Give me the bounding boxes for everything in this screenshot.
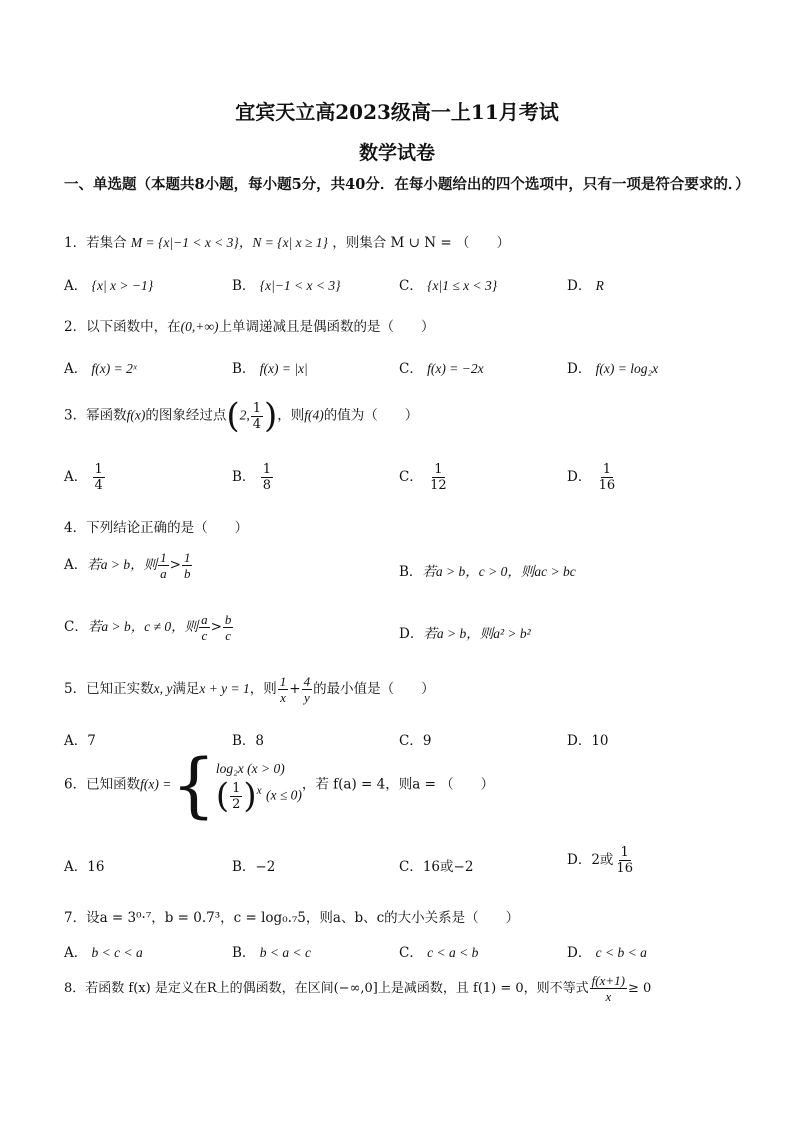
question-2-interval: (0,+∞) [180, 319, 219, 334]
question-2-prefix: 2．以下函数中，在 [64, 319, 181, 335]
left-paren: ( [226, 396, 240, 436]
exam-subtitle: 数学试卷 [358, 142, 435, 164]
question-5 [64, 674, 435, 705]
question-6-option-c[interactable]: C．16或−2 [399, 859, 474, 875]
question-7-option-b[interactable]: B． b < a < c [232, 945, 311, 961]
question-3-mid2: ，则 [277, 407, 305, 424]
question-3-func: f(x) [126, 407, 146, 423]
question-3-point-x: 2, [239, 407, 250, 423]
question-2 [64, 315, 434, 335]
question-6-option-a[interactable]: A．16 [64, 859, 105, 875]
question-3-option-c[interactable]: C． $\frac{1}{12}$ [399, 462, 447, 493]
question-3-option-d[interactable]: D． $\frac{1}{16}$ [567, 462, 616, 493]
question-5-option-b[interactable]: B．8 [232, 733, 265, 749]
question-5-mid: 满足 [172, 681, 200, 697]
question-2-option-d[interactable]: D． f(x) = log₂x [567, 361, 659, 377]
question-5-frac-2: $\frac{4}{y}$ [303, 674, 311, 705]
question-5-prefix: 5．已知正实数 [64, 681, 154, 697]
question-2-option-b[interactable]: B． f(x) = |x| [232, 361, 308, 377]
question-3-option-a[interactable]: A． $\frac{1}{4}$ [64, 462, 103, 493]
question-3-mid: 的图象经过点 [145, 407, 227, 424]
exam-title: 宜宾天立高2023级高一上11月考试 [235, 100, 559, 124]
question-8-relation: ≥ 0 [627, 981, 652, 996]
left-brace: { [171, 744, 216, 826]
question-3-suffix: 的值为（ ） [323, 407, 419, 424]
question-3-option-b[interactable]: B． $\frac{1}{8}$ [232, 462, 271, 493]
question-4-option-c[interactable]: C．若a > b，c ≠ 0，则 $\frac{a}{c}$ > $\frac{b}{c}$ [64, 612, 232, 643]
section-heading: 一、单选题（本题共8小题，每小题5分，共40分．在每小题给出的四个选项中，只有一项是符合要求的．） [64, 176, 750, 193]
question-1-option-c[interactable]: C． {x|1 ≤ x < 3} [399, 278, 498, 294]
question-2-option-a[interactable]: A． f(x) = 2ˣ [64, 361, 137, 377]
question-4: 4．下列结论正确的是（ ） [64, 520, 249, 536]
question-1-option-a[interactable]: A． {x| x > −1} [64, 278, 154, 294]
question-5-op: + [289, 681, 301, 697]
question-5-vars: x, y [153, 681, 173, 696]
question-5-mid2: ，则 [249, 681, 277, 697]
question-5-frac-1: $\frac{1}{x}$ [279, 674, 287, 705]
question-7-option-d[interactable]: D． c < b < a [567, 945, 647, 961]
right-paren: ) [264, 396, 278, 436]
question-1 [64, 231, 510, 251]
question-5-option-a[interactable]: A．7 [64, 733, 96, 749]
question-1-option-b[interactable]: B． {x|−1 < x < 3} [232, 278, 341, 294]
question-1-math: M = {x|−1 < x < 3}，N = {x| x ≥ 1} [130, 235, 328, 250]
question-3 [64, 396, 418, 436]
question-6-option-d[interactable]: D．2或 $\frac{1}{16}$ [567, 845, 633, 876]
question-4-option-a[interactable]: A．若a > b，则 $\frac{1}{a}$ > $\frac{1}{b}$ [64, 550, 191, 581]
question-7: 7．设a = 3⁰·⁷，b = 0.7³，c = log₀.₇5，则a、b、c的大小关系是（ ） [64, 910, 520, 926]
question-3-val: f(4) [304, 407, 324, 423]
question-6-func: f(x) = [140, 776, 172, 792]
question-1-suffix: ，则集合 M ∪ N = （ ） [332, 235, 510, 251]
question-6 [64, 744, 495, 826]
question-8-stem: 8．若函数 f(x) 是定义在R上的偶函数，在区间(−∞,0]上是减函数，且 f(1) = 0，则不等式 [64, 981, 589, 996]
question-8-fraction: $\frac{f(x+1)}{x}$ [591, 973, 625, 1004]
question-5-cond: x + y = 1 [199, 681, 250, 696]
question-1-option-d[interactable]: D． R [567, 278, 604, 294]
question-7-option-c[interactable]: C． c < a < b [399, 945, 479, 961]
question-5-option-d[interactable]: D．10 [567, 733, 609, 749]
question-3-point-y: $\frac{1}{4}$ [252, 400, 261, 432]
question-2-suffix: 上单调递减且是偶函数的是（ ） [218, 319, 435, 335]
question-8 [64, 973, 651, 1004]
question-5-suffix: 的最小值是（ ） [313, 681, 435, 697]
question-3-prefix: 3．幂函数 [64, 407, 127, 424]
question-5-option-c[interactable]: C．9 [399, 733, 432, 749]
case-1: log₂x (x > 0) [215, 761, 285, 777]
question-6-prefix: 6．已知函数 [64, 776, 141, 793]
question-2-option-c[interactable]: C． f(x) = −2x [399, 361, 484, 377]
question-4-option-d[interactable]: D．若a > b，则a² > b² [399, 626, 531, 642]
piecewise-cases [215, 758, 302, 817]
question-6-option-b[interactable]: B．−2 [232, 859, 276, 875]
question-4-option-b[interactable]: B．若a > b，c > 0，则ac > bc [399, 564, 576, 580]
case-2: ( $\frac{1}{2}$ )$^x$ (x ≤ 0) [215, 776, 302, 817]
question-1-prefix: 1．若集合 [64, 235, 127, 251]
question-7-option-a[interactable]: A． b < c < a [64, 945, 143, 961]
question-6-suffix: ，若 f(a) = 4，则a = （ ） [301, 776, 495, 793]
